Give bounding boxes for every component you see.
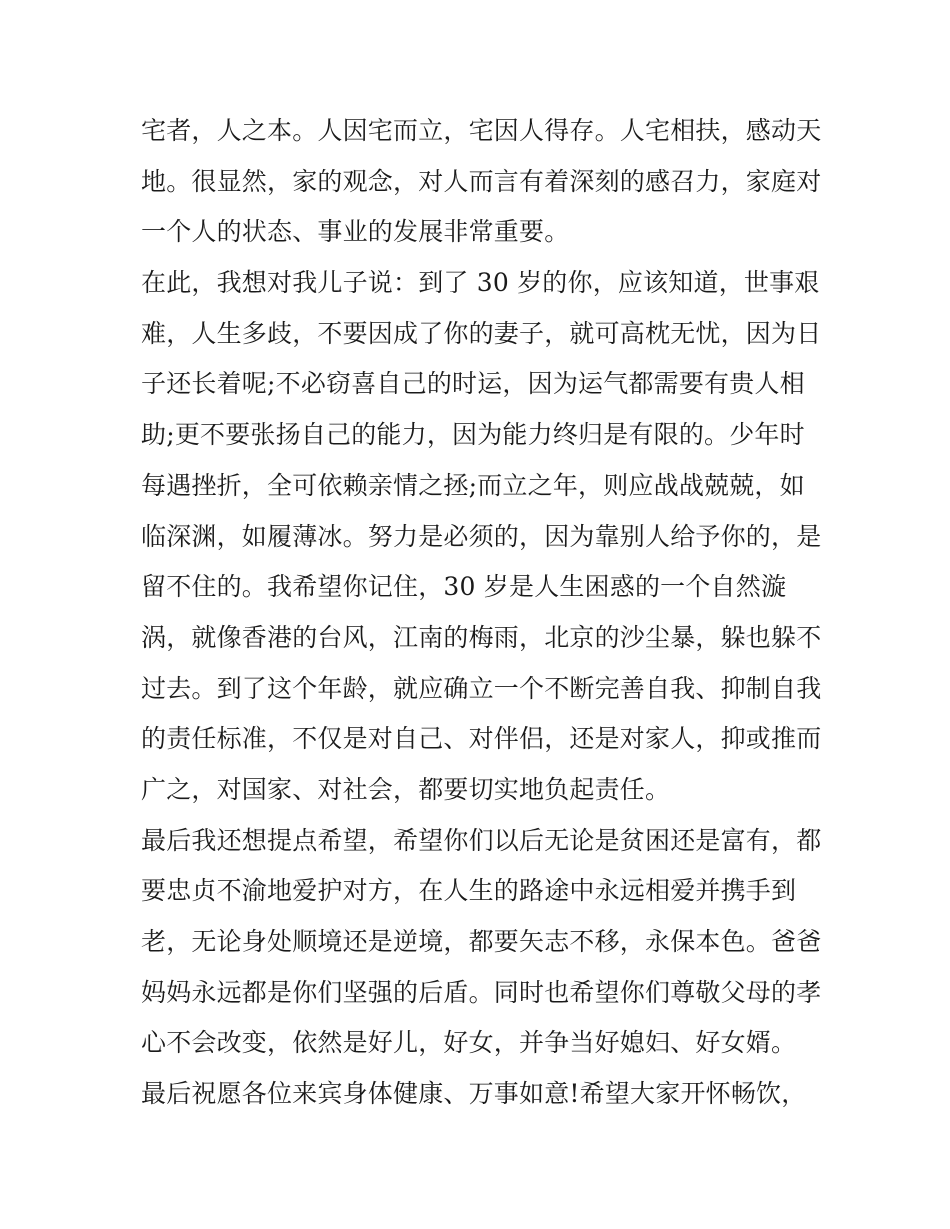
text-line: 最后我还想提点希望，希望你们以后无论是贫困还是富有，都 [141,825,822,855]
text-line: 涡，就像香港的台风，江南的梅雨，北京的沙尘暴，躲也躲不 [141,622,822,652]
text-line: 子还长着呢;不必窃喜自己的时运，因为运气都需要有贵人相 [141,369,805,399]
text-line: 过去。到了这个年龄，就应确立一个不断完善自我、抑制自我 [141,673,822,703]
text-line: 宅者，人之本。人因宅而立，宅因人得存。人宅相扶，感动天 [141,116,822,145]
text-line: 助;更不要张扬自己的能力，因为能力终归是有限的。少年时 [141,420,805,450]
text-line: 老，无论身处顺境还是逆境，都要矢志不移，永保本色。爸爸 [141,927,822,956]
text-line: 心不会改变，依然是好儿，好女，并争当好媳妇、好女婿。 [141,1028,797,1058]
text-line: 地。很显然，家的观念，对人而言有着深刻的感召力，家庭对 [141,166,822,196]
text-line: 临深渊，如履薄冰。努力是必须的，因为靠别人给予你的，是 [141,521,822,551]
text-line: 广之，对国家、对社会，都要切实地负起责任。 [141,774,671,804]
text-line: 最后祝愿各位来宾身体健康、万事如意!希望大家开怀畅饮， [141,1079,807,1109]
text-line: 的责任标准，不仅是对自己、对伴侣，还是对家人，抑或推而 [141,724,822,754]
text-line: 难，人生多歧，不要因成了你的妻子，就可高枕无忧，因为日 [141,318,822,348]
document-body [141,106,821,1120]
text-line: 每遇挫折，全可依赖亲情之拯;而立之年，则应战战兢兢，如 [141,470,805,500]
text-line: 妈妈永远都是你们坚强的后盾。同时也希望你们尊敬父母的孝 [141,977,822,1007]
text-line: 要忠贞不渝地爱护对方，在人生的路途中永远相爱并携手到 [141,876,797,906]
text-line: 留不住的。我希望你记住，30 岁是人生困惑的一个自然漩 [141,572,787,602]
text-line: 一个人的状态、事业的发展非常重要。 [141,217,570,247]
text-line: 在此，我想对我儿子说：到了 30 岁的你，应该知道，世事艰 [141,268,820,298]
